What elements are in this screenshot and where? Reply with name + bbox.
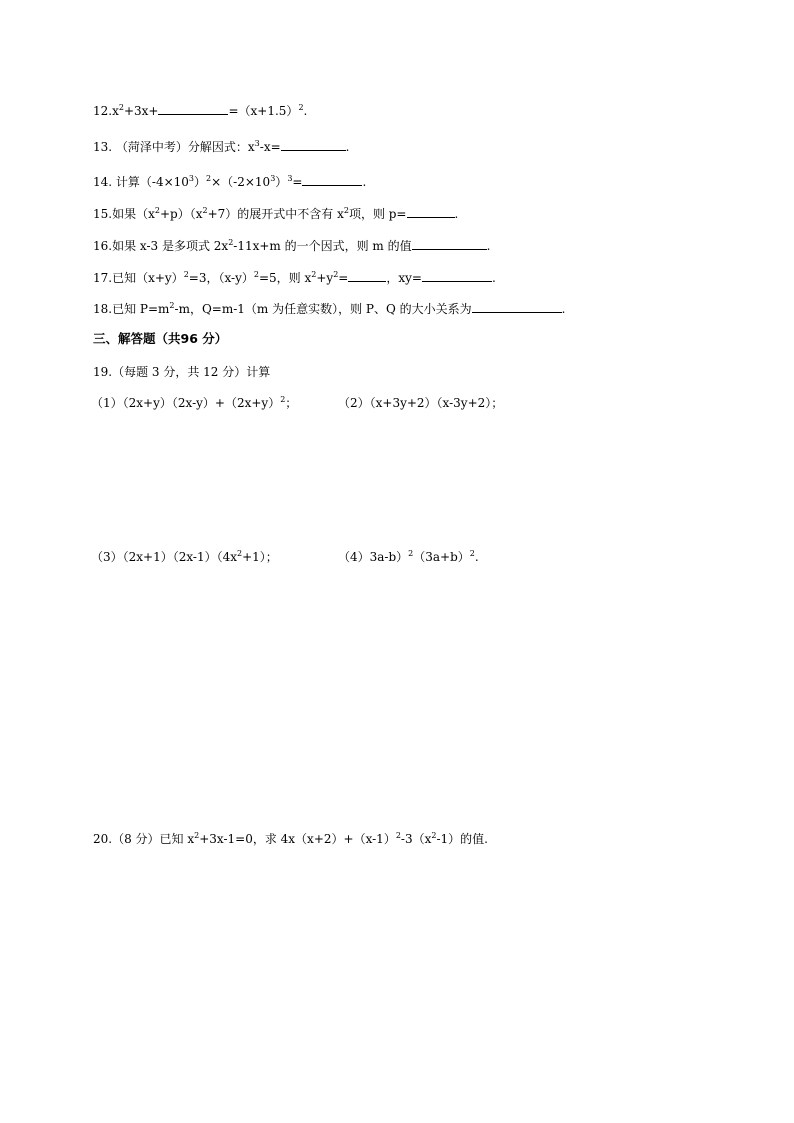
answer-blank-18[interactable]: [472, 301, 562, 313]
question-13: 13. （菏泽中考）分解因式：$x^3-x=$ .: [93, 139, 350, 154]
question-12: $12.x^2+3x+ =(x+1.5)^2$.: [93, 103, 308, 118]
question-19-title: 19.（每题 3 分，共 12 分）计算: [93, 365, 271, 379]
answer-blank-17b[interactable]: [422, 270, 492, 282]
section-heading: 三、解答题（共96 分）: [93, 331, 228, 346]
question-15: 15.如果$(x^2+p)(x^2+7)$的展开式中不含有 $x^2$项，则 p= .: [93, 206, 459, 221]
question-19-part2: （2）（x+3y+2）（x-3y+2）；: [338, 396, 504, 410]
answer-blank-16[interactable]: [412, 238, 487, 250]
question-19-part4: $(4)3a-b)^2(3a+b)^2$.: [338, 549, 479, 564]
answer-blank-17a[interactable]: [348, 270, 386, 282]
question-19-part3: $(3)(2x+1)(2x-1)(4x^2+1)$；: [91, 549, 278, 564]
question-19-part1: $(1)(2x+y)(2x-y)+(2x+y)^2$；: [91, 395, 298, 410]
question-14: 14. 计算$(-4\times 10^3)^2\times(-2\times 10^3)^3=$ .: [93, 174, 367, 189]
q12-text-a: 12.x: [93, 104, 119, 118]
question-17: 17.已知$(x+y)^2=3$，$(x-y)^2=5$，则 $x^2+y^2=$ ，xy= .: [93, 270, 496, 285]
answer-blank-15[interactable]: [407, 206, 455, 218]
question-20: 20.（8 分）已知 $x^2+3x-1=0$，求 $4x(x+2)+(x-1)^2-3(x^2-1)$的值.: [93, 831, 488, 846]
answer-blank-14[interactable]: [302, 174, 362, 186]
question-18: 18.已知 $P=m^2-m$，Q=m-1（m 为任意实数），则 P、Q 的大小关系为 .: [93, 301, 566, 316]
answer-blank-13[interactable]: [281, 139, 346, 151]
question-16: 16.如果 x-3 是多项式 $2x^2-11x+m$ 的一个因式，则 m 的值 .: [93, 238, 491, 253]
answer-blank-12[interactable]: [158, 103, 228, 115]
